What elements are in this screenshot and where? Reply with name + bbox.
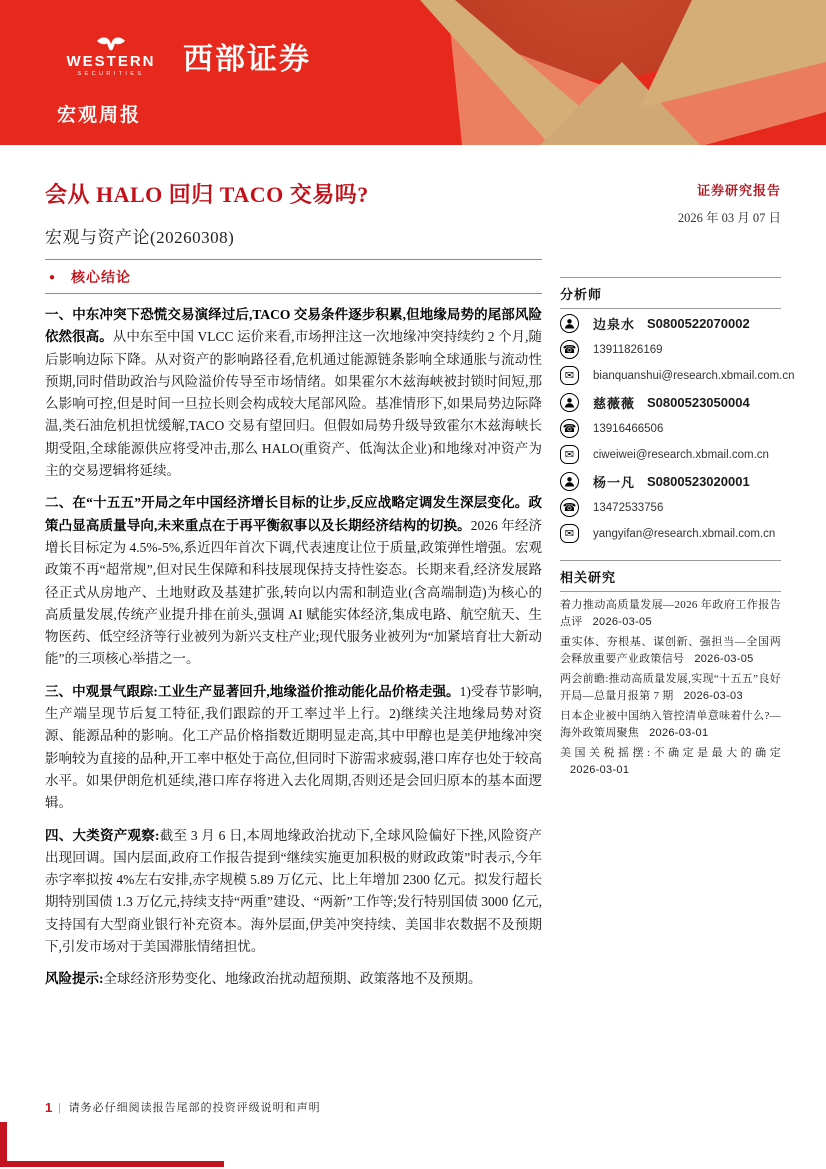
analysts-section-label: 分析师 — [560, 287, 603, 302]
related-research-item — [560, 745, 781, 779]
paragraph-3-rest: 1)受春节影响,生产端呈现节后复工特征,我们跟踪的开工率过半上行。2)继续关注地缘局势对资源、能源品种的影响。化工产品价格指数近期明显走高,其中甲醇也是美伊地缘冲突影响较为直接的品种,开工率中枢处于高位,但同时下游需求疲弱,港口库存也处于较高水平。如果伊朗危机延续,港口库存将进入去化周期,否则还是会回归原本的基本面逻辑。 — [45, 683, 542, 811]
report-type-label: 宏观周报 — [57, 105, 142, 126]
risk-note-lead: 风险提示: — [45, 971, 104, 987]
related-research-item — [560, 597, 781, 631]
report-date: 2026 年 03 月 07 日 — [677, 211, 781, 225]
core-conclusion-header — [45, 260, 542, 293]
related-date: 2026-03-05 — [694, 653, 754, 665]
paragraph-4 — [45, 825, 542, 959]
logo-text-cn: 西部证券 — [183, 43, 311, 76]
analyst-id: S0800522070002 — [647, 316, 750, 331]
analyst-name: 杨一凡 — [593, 475, 636, 490]
related-research-label: 相关研究 — [560, 570, 617, 585]
related-research-item — [560, 634, 781, 668]
analyst-id: S0800523020001 — [647, 474, 750, 489]
related-date: 2026-03-01 — [570, 764, 630, 776]
core-conclusion-label: 核心结论 — [71, 271, 132, 286]
analyst-email-row — [560, 442, 781, 467]
main-column — [45, 178, 542, 1001]
company-logo — [55, 34, 311, 78]
related-research-item — [560, 671, 781, 705]
series-subtitle: 宏观与资产论(20260308) — [45, 228, 235, 247]
risk-note-rest: 全球经济形势变化、地缘政治扰动超预期、政策落地不及预期。 — [103, 971, 482, 987]
footer-disclaimer: 请务必仔细阅读报告尾部的投资评级说明和声明 — [68, 1102, 321, 1114]
sidebar — [560, 277, 795, 782]
page-title: 会从 HALO 回归 TACO 交易吗? — [45, 182, 369, 207]
analyst-name-row — [560, 469, 781, 494]
divider — [560, 308, 781, 309]
email-icon: ✉ — [560, 445, 579, 464]
logo-text-en: WESTERN — [66, 53, 156, 70]
paragraph-1-rest: 从中东至中国 VLCC 运价来看,市场押注这一次地缘冲突持续约 2 个月,随后影响边际下降。从对资产的影响路径看,危机通过能源链条影响全球通胀与流动性预期,同时借助政治与风险溢价传导至市场情绪。如果霍尔木兹海峡被封锁时间短,那么影响可控,但是时间一旦拉长则会构成较大尾部风险。基准情形下,如果局势边际降温,类石油危机担忧缓解,TACO 交易有望回归。但假如局势升级导致霍尔木兹海峡长期受阻,全球能源供应将受冲击,那么 HALO(重资产、低淘汰企业)和地缘对冲资产为主的交易逻辑将延续。 — [45, 329, 543, 479]
paragraph-4-lead: 四、大类资产观察: — [45, 827, 160, 843]
analyst-phone: 13911826169 — [593, 343, 663, 356]
analyst-entry — [560, 311, 795, 388]
report-category-label: 证券研究报告 — [696, 183, 781, 198]
banner-decoration — [396, 0, 826, 145]
phone-icon: ☎ — [560, 498, 579, 517]
related-title: 美国关税摇摆:不确定是最大的确定 — [560, 747, 781, 759]
analyst-name: 慈薇薇 — [593, 396, 636, 411]
divider — [560, 591, 781, 592]
paragraph-4-rest: 截至 3 月 6 日,本周地缘政治扰动下,全球风险偏好下挫,风险资产出现回调。国内层面,政府工作报告提到“继续实施更加积极的财政政策”时表示,今年赤字率拟按 4%左右安排,赤字规模 5.89 万亿元、比上年增加 2300 亿元。拟发行超长期特别国债 1.3 万亿元,持续支持“两重”建设、“两新”工作等;发行特别国债 3000 亿元,支持国有大型商业银行补充资本。海外层面,伊美冲突持续、美国非农数据不及预期下,引发市场对于美国滞胀情绪担忧。 — [45, 827, 543, 955]
analyst-phone-row — [560, 337, 781, 362]
phone-icon: ☎ — [560, 419, 579, 438]
analyst-name-row — [560, 390, 781, 415]
related-research-section — [560, 560, 781, 779]
paragraph-3-lead: 三、中观景气跟踪:工业生产显著回升,地缘溢价推动能化品价格走强。 — [45, 683, 460, 699]
analyst-email: bianquanshui@research.xbmail.com.cn — [593, 369, 795, 382]
related-research-item — [560, 708, 781, 742]
analyst-icon — [560, 393, 579, 412]
analyst-name: 边泉水 — [593, 317, 636, 332]
bull-icon — [84, 35, 138, 55]
paragraph-2 — [45, 492, 542, 670]
risk-note — [45, 968, 542, 990]
related-date: 2026-03-05 — [592, 616, 652, 628]
report-body — [45, 304, 542, 991]
related-title: 日本企业被中国纳入管控清单意味着什么?—海外政策周聚焦 — [560, 710, 781, 739]
report-meta — [560, 180, 781, 226]
related-title: 重实体、夯根基、谋创新、强担当—全国两会释放重要产业政策信号 — [560, 636, 781, 665]
analyst-phone: 13472533756 — [593, 501, 664, 514]
related-date: 2026-03-03 — [683, 690, 743, 702]
related-title: 着力推动高质量发展—2026 年政府工作报告点评 — [560, 599, 781, 628]
analyst-email-row — [560, 363, 795, 388]
divider — [45, 293, 542, 294]
analyst-icon — [560, 472, 579, 491]
analyst-phone-row — [560, 416, 781, 441]
email-icon: ✉ — [560, 366, 579, 385]
related-research-list — [560, 597, 781, 779]
bullet-icon: ● — [49, 271, 56, 283]
email-icon: ✉ — [560, 524, 579, 543]
analyst-entry — [560, 469, 781, 546]
paragraph-3 — [45, 681, 542, 815]
analyst-email: yangyifan@research.xbmail.com.cn — [593, 527, 776, 540]
paragraph-1 — [45, 304, 542, 482]
analyst-entry — [560, 390, 781, 467]
footer-separator: | — [58, 1099, 61, 1114]
logo-text-sub: SECURITIES — [77, 71, 145, 77]
corner-accent-horizontal — [0, 1161, 224, 1167]
related-date: 2026-03-01 — [649, 727, 709, 739]
related-title: 两会前瞻:推动高质量发展,实现“十五五”良好开局—总量月报第 7 期 — [560, 673, 781, 702]
paragraph-1-lead: 一、中东冲突下恐慌交易演绎过后,TACO 交易条件逐步积累,但地缘局势的尾部风险依然很高。 — [45, 307, 542, 345]
analyst-phone: 13916466506 — [593, 422, 664, 435]
banner — [0, 0, 826, 145]
paragraph-2-lead: 二、在“十五五”开局之年中国经济增长目标的让步,反应战略定调发生深层变化。政策凸显高质量导向,未来重点在于再平衡叙事以及长期经济结构的切换。 — [45, 495, 542, 533]
analyst-email: ciweiwei@research.xbmail.com.cn — [593, 448, 769, 461]
phone-icon: ☎ — [560, 340, 579, 359]
footer — [45, 1099, 321, 1115]
analyst-id: S0800523050004 — [647, 395, 750, 410]
page-number: 1 — [45, 1099, 53, 1115]
analyst-icon — [560, 314, 579, 333]
analyst-phone-row — [560, 495, 781, 520]
logo-mark — [55, 35, 167, 77]
paragraph-2-rest: 2026 年经济增长目标定为 4.5%-5%,系近四年首次下调,代表速度让位于质量,政策弹性增强。宏观政策不再“超常规”,但对民生保障和科技展现保持支持性姿态。长期来看,经济发展路径正式从房地产、土地财政及基建扩张,转向以内需和制造业(含高端制造)为核心的高质量发展,传统产业提升排在前头,强调 AI 赋能实体经济,集成电路、航空航天、生物医药、低空经济等行业被列为新兴支柱产业;现代服务业被列为“加紧培育壮大新动能”的三项核心举措之一。 — [45, 517, 543, 667]
analyst-name-row — [560, 311, 781, 336]
analyst-email-row — [560, 521, 781, 546]
